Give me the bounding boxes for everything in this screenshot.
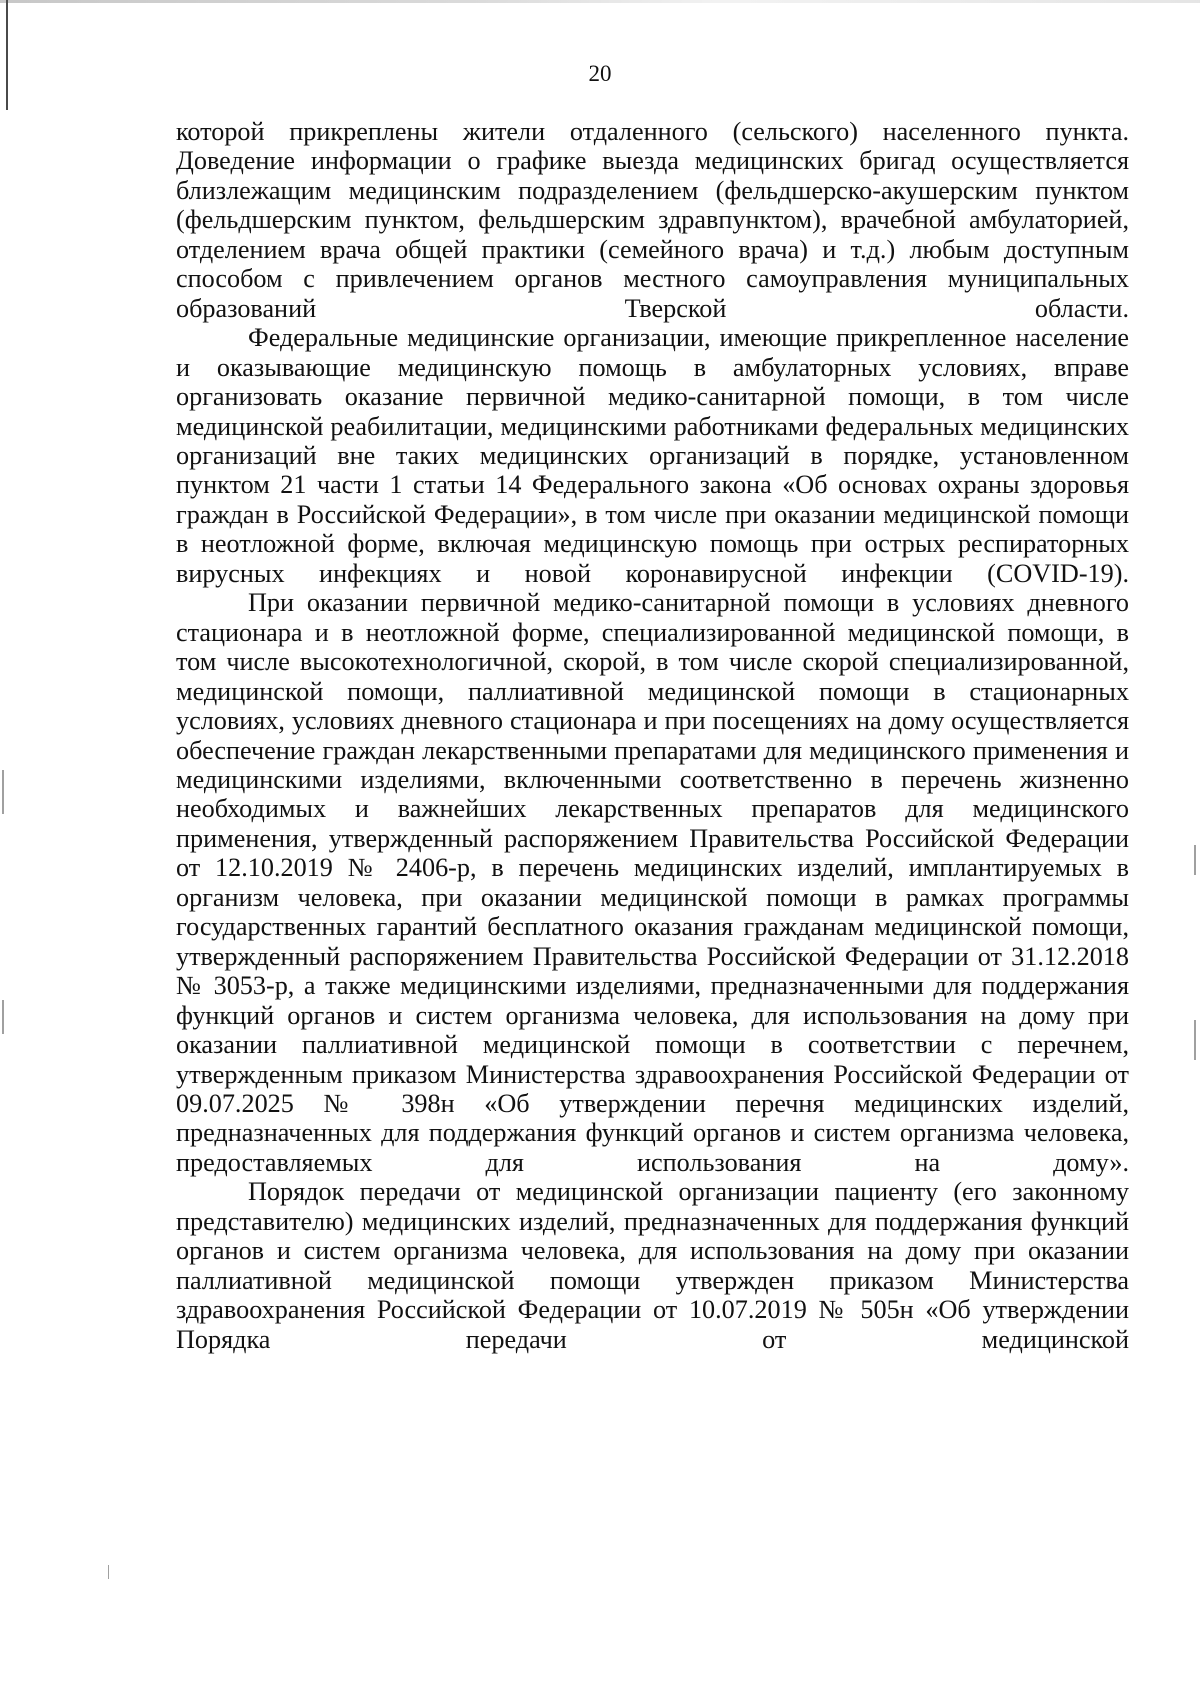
paragraph-medication-provision: При оказании первичной медико-санитарной помощи в условиях дневного стационара и в неотложной форме, специализированной медицинской помощи, в том числе высокотехнологичной, скорой, в том числе скорой специализированной, медицинской помощи, паллиативной медицинской помощи в стационарных условиях, условиях дневного стационара и при посещениях на дому осуществляется обеспечение граждан лекарственными препаратами для медицинского применения и медицинскими изделиями, включенными соответственно в перечень жизненно необходимых и важнейших лекарственных препаратов для медицинского применения, утвержденный распоряжением Правительства Российской Федерации от 12.10.2019 № 2406-р, в перечень медицинских изделий, имплантируемых в организм человека, при оказании медицинской помощи в рамках программы государственных гарантий бесплатного оказания гражданам медицинской помощи, утвержденный распоряжением Правительства Российской Федерации от 31.12.2018 № 3053-р, а также медицинскими изделиями, предназначенными для поддержания функций органов и систем организма человека, для использования на дому при оказании паллиативной медицинской помощи в соответствии с перечнем, утвержденным приказом Министерства здравоохранения Российской Федерации от 09.07.2025 № 398н «Об утверждении перечня медицинских изделий, предназначенных для поддержания функций органов и систем организма человека, предоставляемых для использования на дому». [176,588,1129,1177]
scan-mark [1194,1020,1196,1060]
page-number: 20 [588,61,612,86]
scan-mark [2,770,4,814]
scan-edge-left [6,0,8,110]
paragraph-transfer-procedure: Порядок передачи от медицинской организации пациенту (его законному представителю) медицинских изделий, предназначенных для поддержания функций органов и систем организма человека, для использования на дому при оказании паллиативной медицинской помощи утвержден приказом Министерства здравоохранения Российской Федерации от 10.07.2019 № 505н «Об утверждении Порядка передачи от медицинской [176,1177,1129,1354]
paragraph-continuation: которой прикреплены жители отдаленного (сельского) населенного пункта. Доведение информации о графике выезда медицинских бригад осуществляется близлежащим медицинским подразделением (фельдшерско-акушерским пунктом (фельдшерским пунктом, фельдшерским здравпунктом), врачебной амбулаторией, отделением врача общей практики (семейного врача) и т.д.) любым доступным способом с привлечением органов местного самоуправления муниципальных образований Тверской области. [176,117,1129,323]
scan-mark [1194,845,1196,875]
scan-mark [2,1000,4,1034]
paragraph-federal-organizations: Федеральные медицинские организации, имеющие прикрепленное население и оказывающие медицинскую помощь в амбулаторных условиях, вправе организовать оказание первичной медико-санитарной помощи, в том числе медицинской реабилитации, медицинскими работниками федеральных медицинских организаций вне таких медицинских организаций в порядке, установленном пунктом 21 части 1 статьи 14 Федерального закона «Об основах охраны здоровья граждан в Российской Федерации», в том числе при оказании медицинской помощи в неотложной форме, включая медицинскую помощь при острых респираторных вирусных инфекциях и новой коронавирусной инфекции (COVID-19). [176,323,1129,588]
scan-mark [108,1565,109,1579]
document-body [176,117,1129,1354]
scan-edge-top [0,0,1200,3]
